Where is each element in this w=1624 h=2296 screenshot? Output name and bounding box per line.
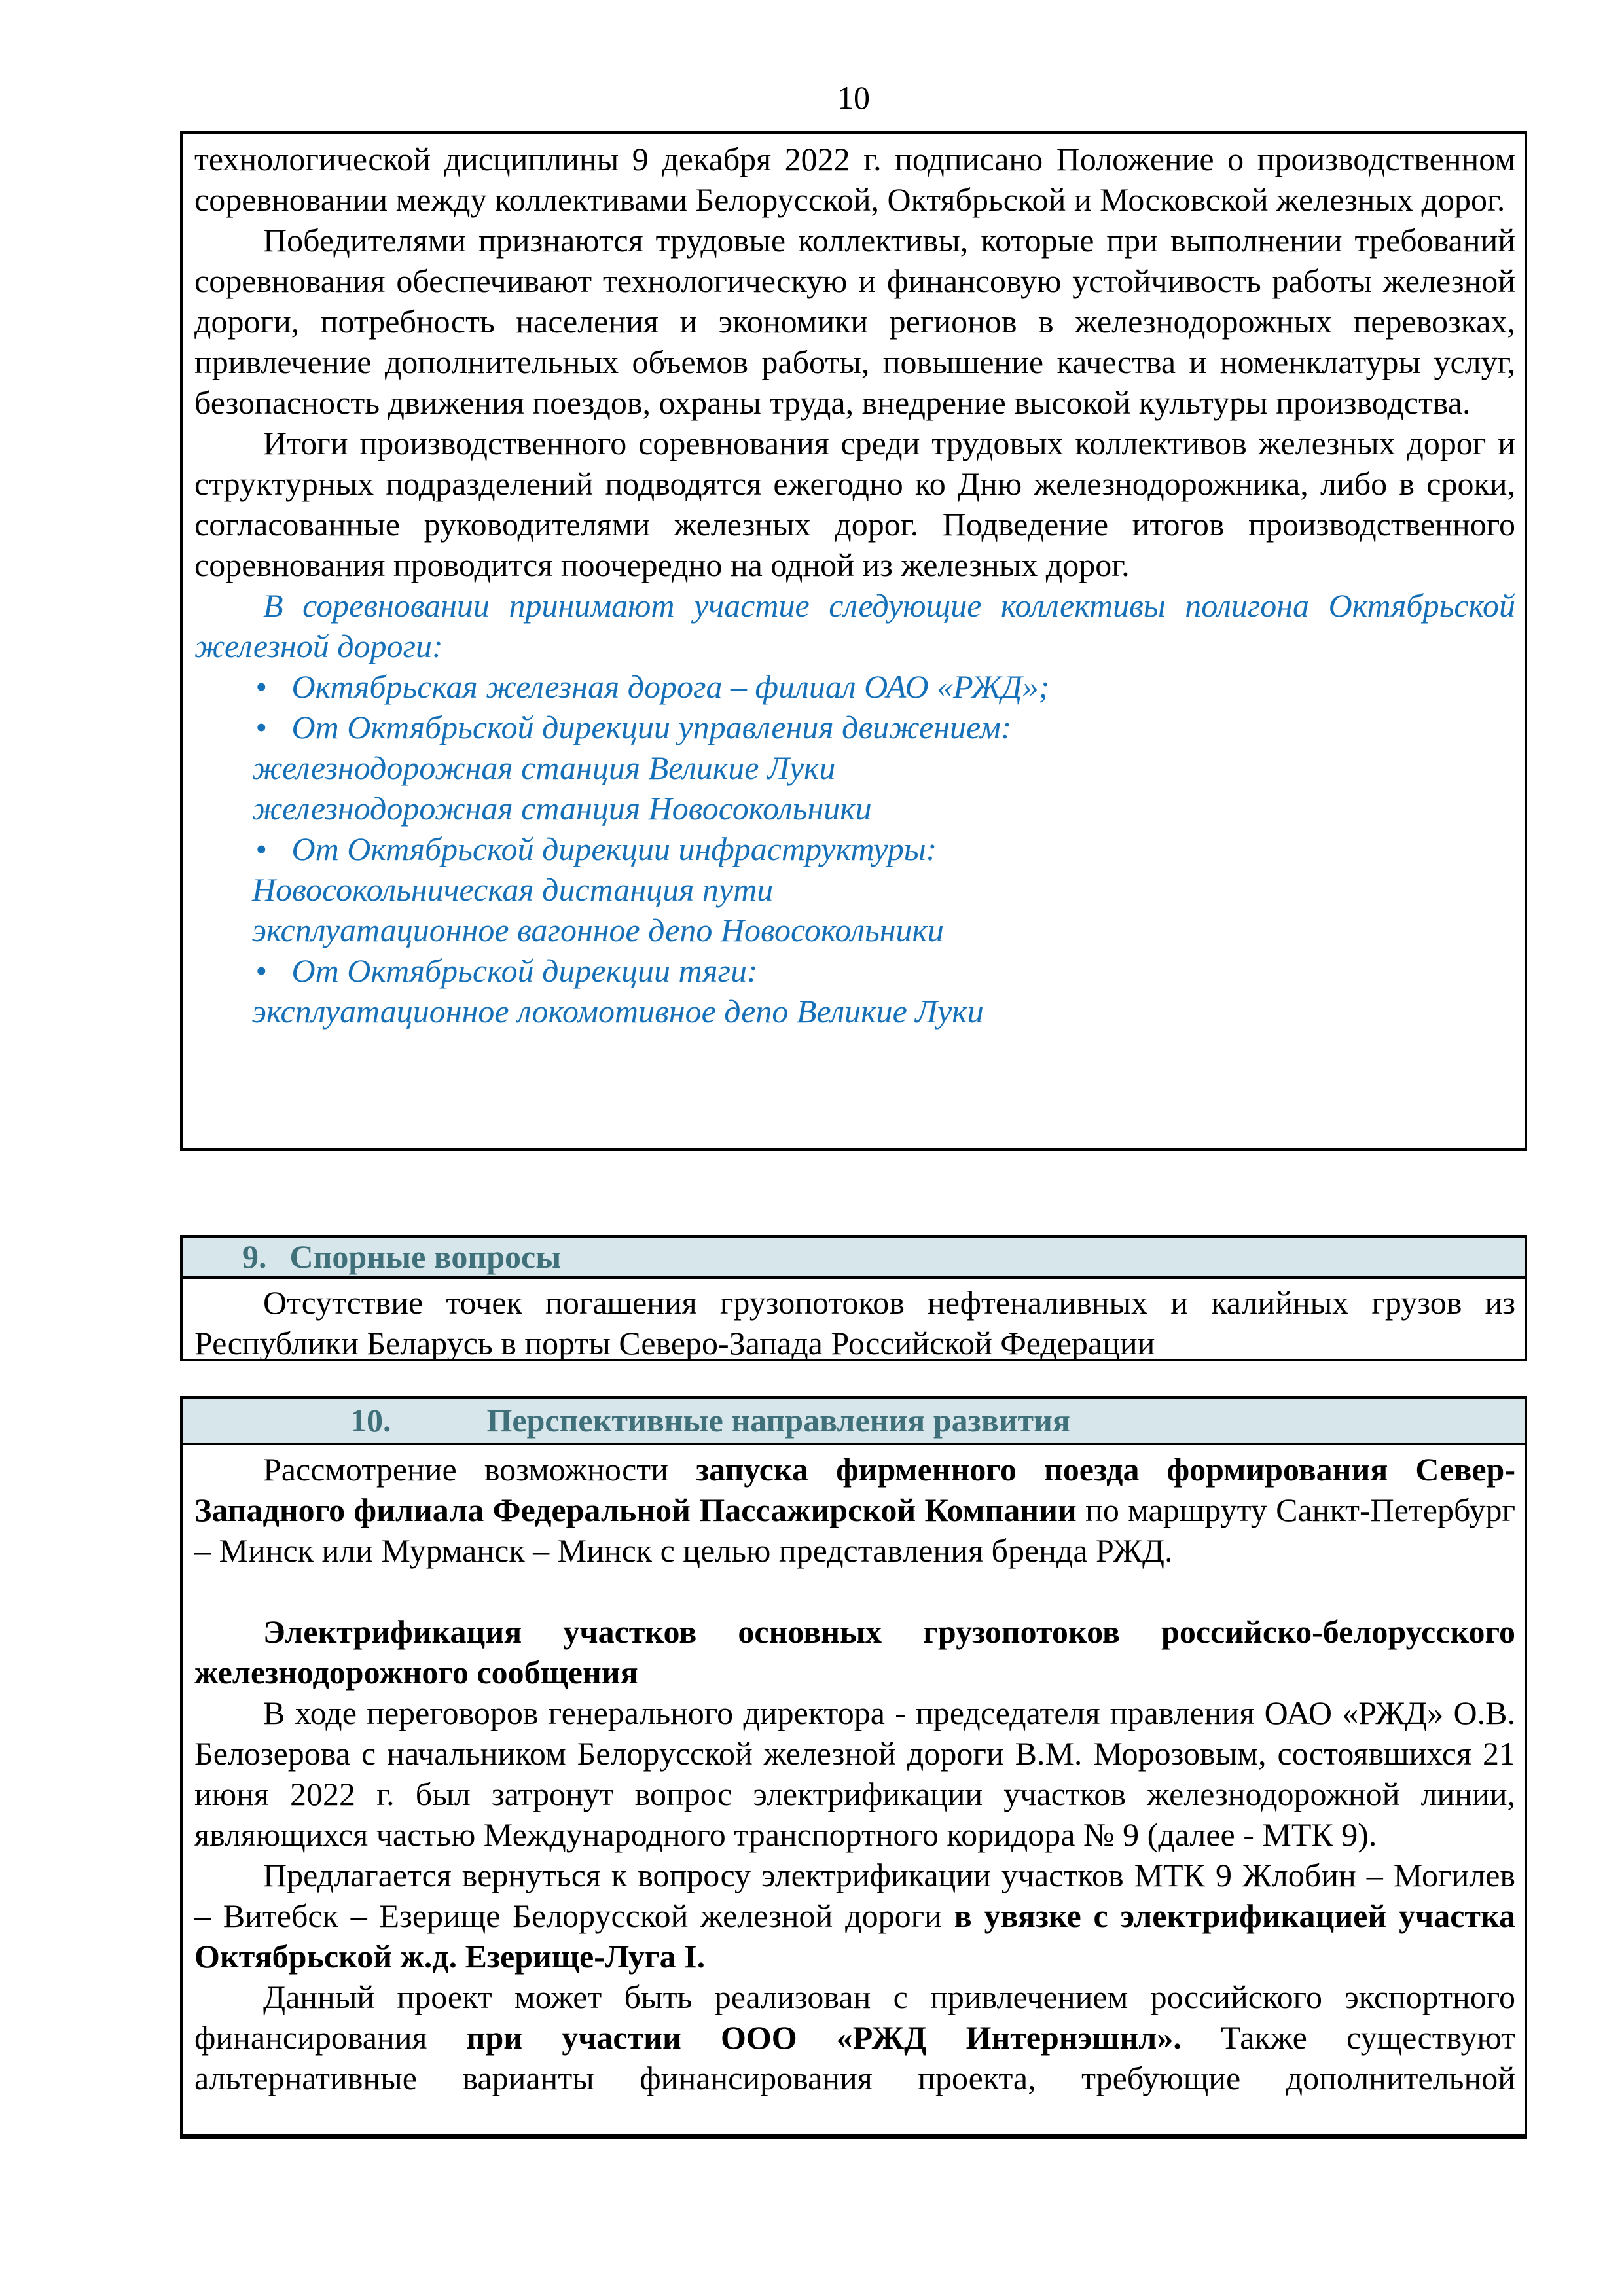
section-10-header bbox=[183, 1399, 1525, 1445]
list-item bbox=[194, 788, 1515, 829]
blank-line bbox=[194, 1571, 1515, 1611]
paragraph: В ходе переговоров генерального директора - председателя правления ОАО «РЖД» О.В. Белозерова с начальником Белорусской железной дороги В.М. Морозовым, состоявшихся 21 июня 2022 г. был затронут вопрос электрификации участков железнодорожной линии, являющихся частью Международного транспортного коридора № 9 (далее - МТК 9). bbox=[194, 1695, 1515, 1853]
section-10-box bbox=[180, 1396, 1527, 2139]
paragraph bbox=[194, 1855, 1515, 1977]
list-item bbox=[194, 829, 1515, 869]
box1-body bbox=[183, 134, 1525, 1031]
bullet-marker: • bbox=[255, 831, 267, 867]
section-8-continuation-box bbox=[180, 131, 1527, 1151]
list-item bbox=[194, 707, 1515, 747]
paragraph bbox=[194, 1449, 1515, 1571]
section-9-header bbox=[183, 1238, 1525, 1279]
page-number: 10 bbox=[837, 79, 870, 116]
list-item-text: Октябрьская железная дорога – филиал ОАО «РЖД»; bbox=[291, 668, 1050, 705]
paragraph: Итоги производственного соревнования среди трудовых коллективов железных дорог и структурных подразделений подводятся ежегодно ко Дню железнодорожника, либо в сроки, согласованные руководителями железных дорог. Подведение итогов производственного соревнования проводится поочередно на одной из железных дорог. bbox=[194, 425, 1515, 583]
text-run: по маршруту Санкт-Петербург – Минск или Мурманск – Минск с целью представления бренда РЖД. bbox=[194, 1492, 1515, 1569]
section-title: Перспективные направления развития bbox=[486, 1402, 1070, 1439]
bullet-marker: • bbox=[255, 952, 267, 989]
section-10-body bbox=[183, 1445, 1525, 2098]
section-title: Спорные вопросы bbox=[289, 1238, 562, 1275]
section-number: 9. bbox=[242, 1238, 267, 1275]
text-run-bold: при участии ООО «РЖД Интернэшнл». bbox=[466, 2019, 1182, 2056]
paragraph: Отсутствие точек погашения грузопотоков нефтеналивных и калийных грузов из Республики Беларусь в порты Северо-Запада Российской Федерации bbox=[194, 1284, 1515, 1361]
text-run-bold: в увязке с электрификацией участка Октябрьской ж.д. Езерище-Луга I. bbox=[194, 1897, 1515, 1975]
list-item-text: От Октябрьской дирекции управления движением: bbox=[291, 709, 1012, 745]
bullet-marker: • bbox=[255, 709, 267, 745]
list-item-text: От Октябрьской дирекции инфраструктуры: bbox=[291, 831, 937, 867]
list-item bbox=[194, 950, 1515, 991]
blue-intro-paragraph: В соревновании принимают участие следующие коллективы полигона Октябрьской железной дороги: bbox=[194, 587, 1515, 664]
paragraph: технологической дисциплины 9 декабря 2022 г. подписано Положение о производственном соревновании между коллективами Белорусской, Октябрьской и Московской железных дорог. bbox=[194, 141, 1515, 218]
paragraph bbox=[194, 1977, 1515, 2098]
list-item-text: железнодорожная станция Великие Луки bbox=[252, 749, 836, 786]
text-run: Рассмотрение возможности bbox=[263, 1451, 696, 1488]
text-run: Предлагается вернуться к вопросу электрификации участков МТК 9 Жлобин – Могилев – Витебск – Езерище Белорусской железной дороги bbox=[194, 1857, 1515, 1934]
list-item-text: железнодорожная станция Новосокольники bbox=[252, 790, 872, 827]
text-run: Данный проект может быть реализован с привлечением российского экспортного финансирования bbox=[194, 1979, 1515, 2056]
list-item-text: Новосокольническая дистанция пути bbox=[252, 871, 774, 908]
list-item bbox=[194, 747, 1515, 788]
section-number: 10. bbox=[350, 1402, 391, 1439]
list-item bbox=[194, 910, 1515, 950]
list-item-text: От Октябрьской дирекции тяги: bbox=[291, 952, 758, 989]
list-item bbox=[194, 666, 1515, 707]
list-item bbox=[194, 869, 1515, 910]
section-9-body bbox=[183, 1279, 1525, 1363]
list-item bbox=[194, 991, 1515, 1031]
text-run-bold: запуска фирменного поезда формирования Север-Западного филиала Федеральной Пассажирской Компании bbox=[194, 1451, 1515, 1528]
section-9-box bbox=[180, 1235, 1527, 1361]
bold-subheading: Электрификация участков основных грузопотоков российско-белорусского железнодорожного сообщения bbox=[194, 1613, 1515, 1691]
list-item-text: эксплуатационное локомотивное депо Великие Луки bbox=[252, 993, 984, 1030]
paragraph: Победителями признаются трудовые коллективы, которые при выполнении требований соревнования обеспечивают технологическую и финансовую устойчивость работы железной дороги, потребность населения и экономики регионов в железнодорожных перевозках, привлечение дополнительных объемов работы, повышение качества и номенклатуры услуг, безопасность движения поездов, охраны труда, внедрение высокой культуры производства. bbox=[194, 222, 1515, 421]
bullet-marker: • bbox=[255, 668, 267, 705]
list-item-text: эксплуатационное вагонное депо Новосокольники bbox=[252, 912, 944, 948]
text-run: Также существуют альтернативные варианты финансирования проекта, требующие дополнительной bbox=[194, 2019, 1515, 2096]
